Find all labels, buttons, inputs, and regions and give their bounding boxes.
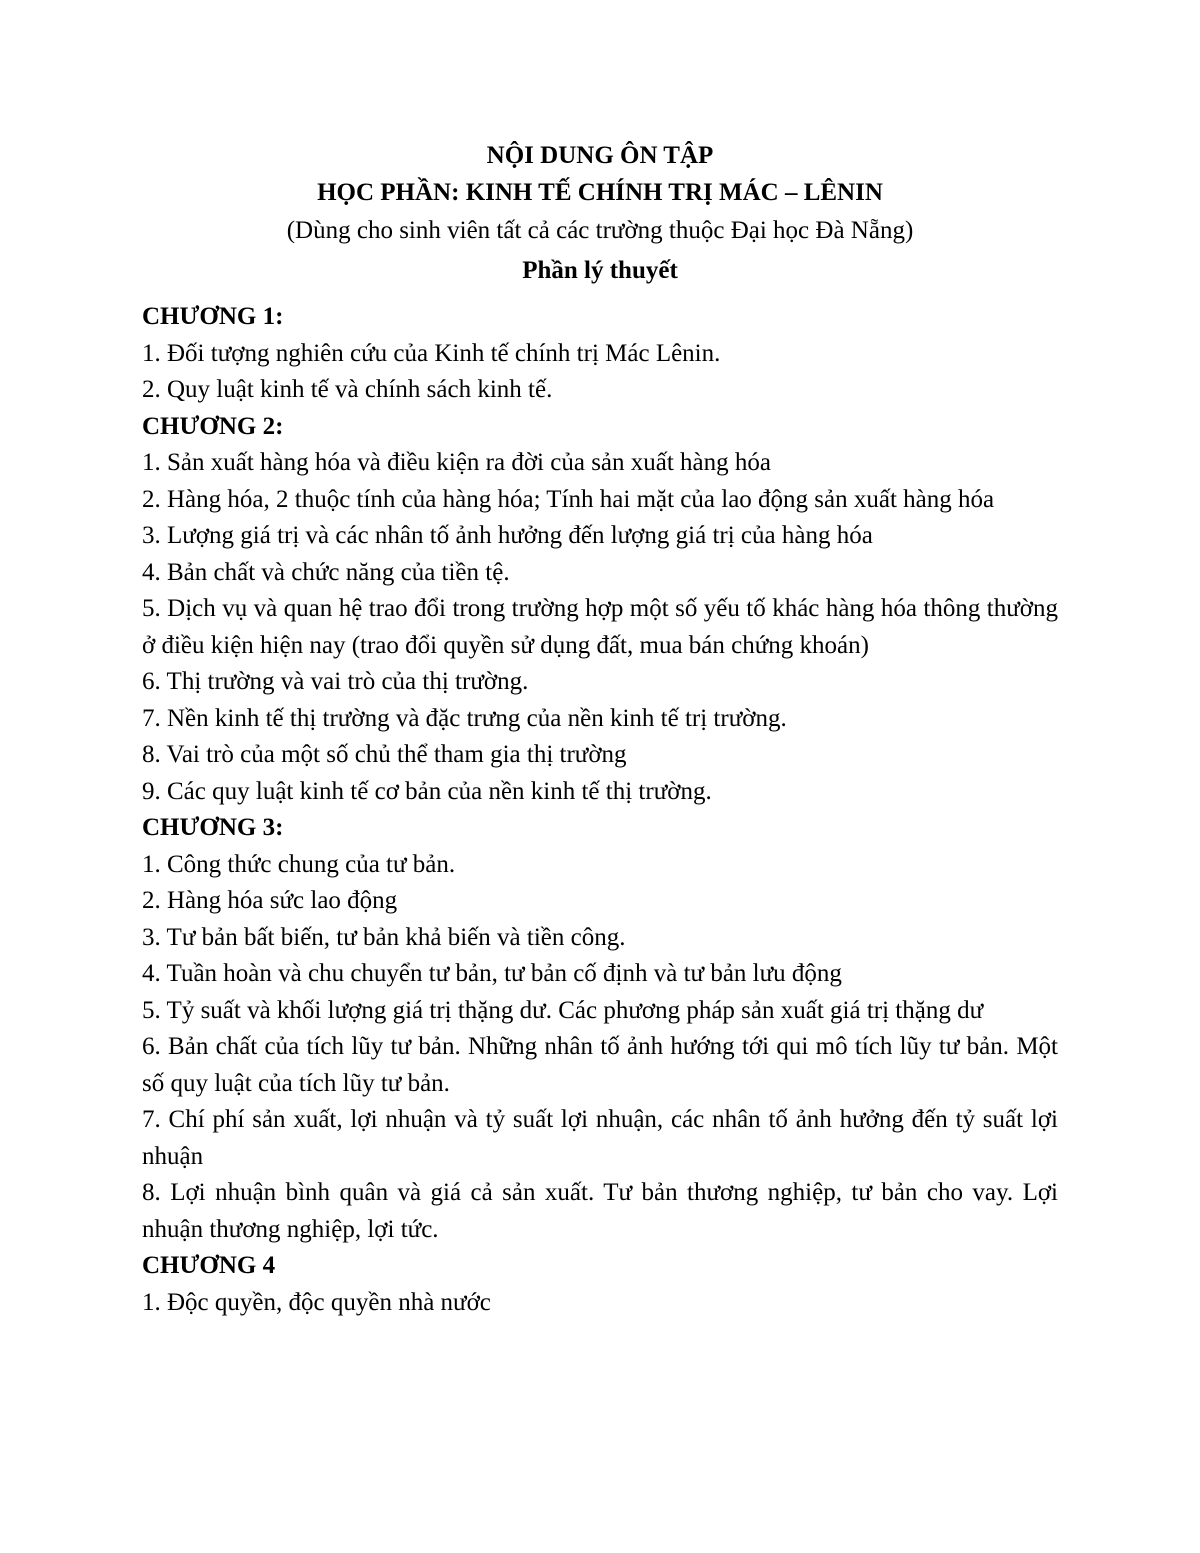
part-title: Phần lý thuyết — [522, 256, 678, 284]
list-item: 4. Tuần hoàn và chu chuyển tư bản, tư bản cố định và tư bản lưu động — [142, 960, 842, 987]
chapter-heading: CHƯƠNG 3: — [142, 814, 284, 841]
chapter-3 — [142, 810, 1058, 1248]
document-page — [142, 138, 1058, 1321]
chapter-heading: CHƯƠNG 2: — [142, 412, 284, 440]
audience-note: (Dùng cho sinh viên tất cả các trường thuộc Đại học Đà Nẵng) — [286, 217, 914, 244]
list-item: 8. Lợi nhuận bình quân và giá cả sản xuất. Tư bản thương nghiệp, tư bản cho vay. Lợi nhuận thương nghiệp, lợi tức. — [142, 1179, 1058, 1243]
list-item: 3. Tư bản bất biến, tư bản khả biến và tiền công. — [142, 923, 626, 951]
chapter-1 — [142, 299, 1058, 409]
list-item: 2. Quy luật kinh tế và chính sách kinh tế. — [142, 376, 553, 403]
list-item: 7. Nền kinh tế thị trường và đặc trưng của nền kinh tế trị trường. — [142, 704, 787, 732]
list-item: 1. Công thức chung của tư bản. — [142, 850, 456, 878]
document-title: NỘI DUNG ÔN TẬP — [486, 142, 714, 169]
list-item: 2. Hàng hóa sức lao động — [142, 887, 398, 914]
list-item: 4. Bản chất và chức năng của tiền tệ. — [142, 558, 510, 586]
chapter-heading: CHƯƠNG 1: — [142, 303, 284, 330]
list-item: 1. Sản xuất hàng hóa và điều kiện ra đời của sản xuất hàng hóa — [142, 449, 772, 476]
list-item: 1. Đối tượng nghiên cứu của Kinh tế chính trị Mác Lênin. — [142, 339, 721, 367]
chapter-2 — [142, 409, 1058, 811]
list-item: 5. Tỷ suất và khối lượng giá trị thặng dư. Các phương pháp sản xuất giá trị thặng dư — [142, 996, 984, 1024]
list-item: 2. Hàng hóa, 2 thuộc tính của hàng hóa; Tính hai mặt của lao động sản xuất hàng hóa — [142, 485, 995, 513]
chapter-4 — [142, 1248, 1058, 1321]
list-item: 6. Thị trường và vai trò của thị trường. — [142, 668, 529, 695]
chapter-heading: CHƯƠNG 4 — [142, 1252, 276, 1279]
list-item: 5. Dịch vụ và quan hệ trao đổi trong trường hợp một số yếu tố khác hàng hóa thông thường ở điều kiện hiện nay (trao đổi quyền sử dụng đất, mua bán chứng khoán) — [142, 595, 1058, 659]
list-item: 6. Bản chất của tích lũy tư bản. Những nhân tố ảnh hướng tới qui mô tích lũy tư bản. Một số quy luật của tích lũy tư bản. — [142, 1033, 1058, 1097]
list-item: 7. Chí phí sản xuất, lợi nhuận và tỷ suất lợi nhuận, các nhân tố ảnh hưởng đến tỷ suất lợi nhuận — [142, 1106, 1058, 1170]
list-item: 3. Lượng giá trị và các nhân tố ảnh hưởng đến lượng giá trị của hàng hóa — [142, 522, 873, 549]
course-title: HỌC PHẦN: KINH TẾ CHÍNH TRỊ MÁC – LÊNIN — [317, 178, 883, 206]
list-item: 1. Độc quyền, độc quyền nhà nước — [142, 1288, 491, 1316]
list-item: 8. Vai trò của một số chủ thể tham gia thị trường — [142, 741, 627, 768]
list-item: 9. Các quy luật kinh tế cơ bản của nền kinh tế thị trường. — [142, 777, 712, 805]
